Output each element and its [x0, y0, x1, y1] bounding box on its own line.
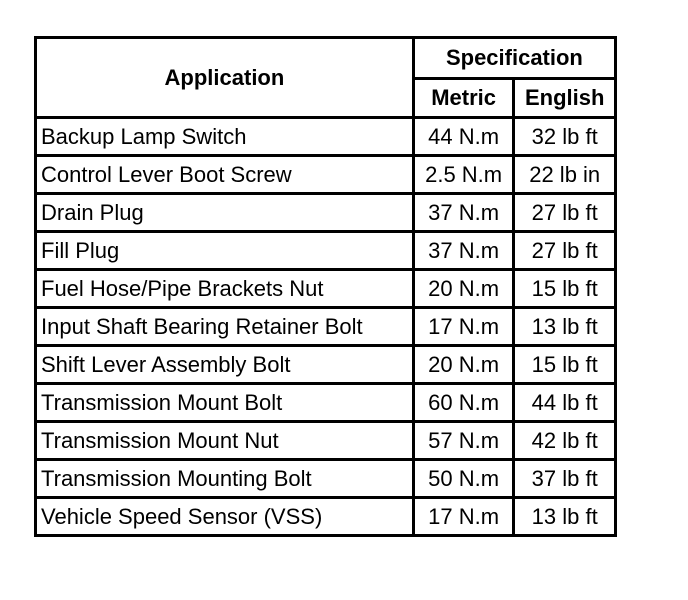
cell-english: 27 lb ft [514, 194, 616, 232]
cell-metric: 37 N.m [413, 232, 514, 270]
cell-application: Fuel Hose/Pipe Brackets Nut [36, 270, 414, 308]
table-row [36, 460, 616, 498]
cell-application: Transmission Mount Bolt [36, 384, 414, 422]
cell-application: Transmission Mounting Bolt [36, 460, 414, 498]
cell-metric: 20 N.m [413, 346, 514, 384]
cell-metric: 37 N.m [413, 194, 514, 232]
header-metric: Metric [413, 79, 514, 118]
table-row [36, 232, 616, 270]
cell-english: 13 lb ft [514, 308, 616, 346]
header-row [36, 38, 616, 79]
torque-spec-table [34, 36, 617, 537]
table-row [36, 384, 616, 422]
cell-english: 15 lb ft [514, 346, 616, 384]
cell-metric: 50 N.m [413, 460, 514, 498]
cell-english: 15 lb ft [514, 270, 616, 308]
cell-application: Input Shaft Bearing Retainer Bolt [36, 308, 414, 346]
table-row [36, 308, 616, 346]
cell-english: 44 lb ft [514, 384, 616, 422]
cell-english: 32 lb ft [514, 118, 616, 156]
cell-metric: 57 N.m [413, 422, 514, 460]
cell-application: Backup Lamp Switch [36, 118, 414, 156]
cell-application: Drain Plug [36, 194, 414, 232]
table-body [36, 118, 616, 536]
header-specification: Specification [413, 38, 615, 79]
header-english: English [514, 79, 616, 118]
cell-metric: 20 N.m [413, 270, 514, 308]
table-row [36, 194, 616, 232]
table-row [36, 422, 616, 460]
cell-english: 13 lb ft [514, 498, 616, 536]
cell-metric: 44 N.m [413, 118, 514, 156]
cell-english: 22 lb in [514, 156, 616, 194]
cell-application: Transmission Mount Nut [36, 422, 414, 460]
cell-metric: 17 N.m [413, 498, 514, 536]
table-row [36, 346, 616, 384]
cell-metric: 2.5 N.m [413, 156, 514, 194]
cell-metric: 17 N.m [413, 308, 514, 346]
cell-application: Vehicle Speed Sensor (VSS) [36, 498, 414, 536]
table-row [36, 498, 616, 536]
cell-metric: 60 N.m [413, 384, 514, 422]
table-row [36, 118, 616, 156]
cell-english: 42 lb ft [514, 422, 616, 460]
cell-application: Fill Plug [36, 232, 414, 270]
table-row [36, 156, 616, 194]
header-application: Application [36, 38, 414, 118]
table-row [36, 270, 616, 308]
cell-application: Shift Lever Assembly Bolt [36, 346, 414, 384]
cell-english: 37 lb ft [514, 460, 616, 498]
cell-application: Control Lever Boot Screw [36, 156, 414, 194]
cell-english: 27 lb ft [514, 232, 616, 270]
